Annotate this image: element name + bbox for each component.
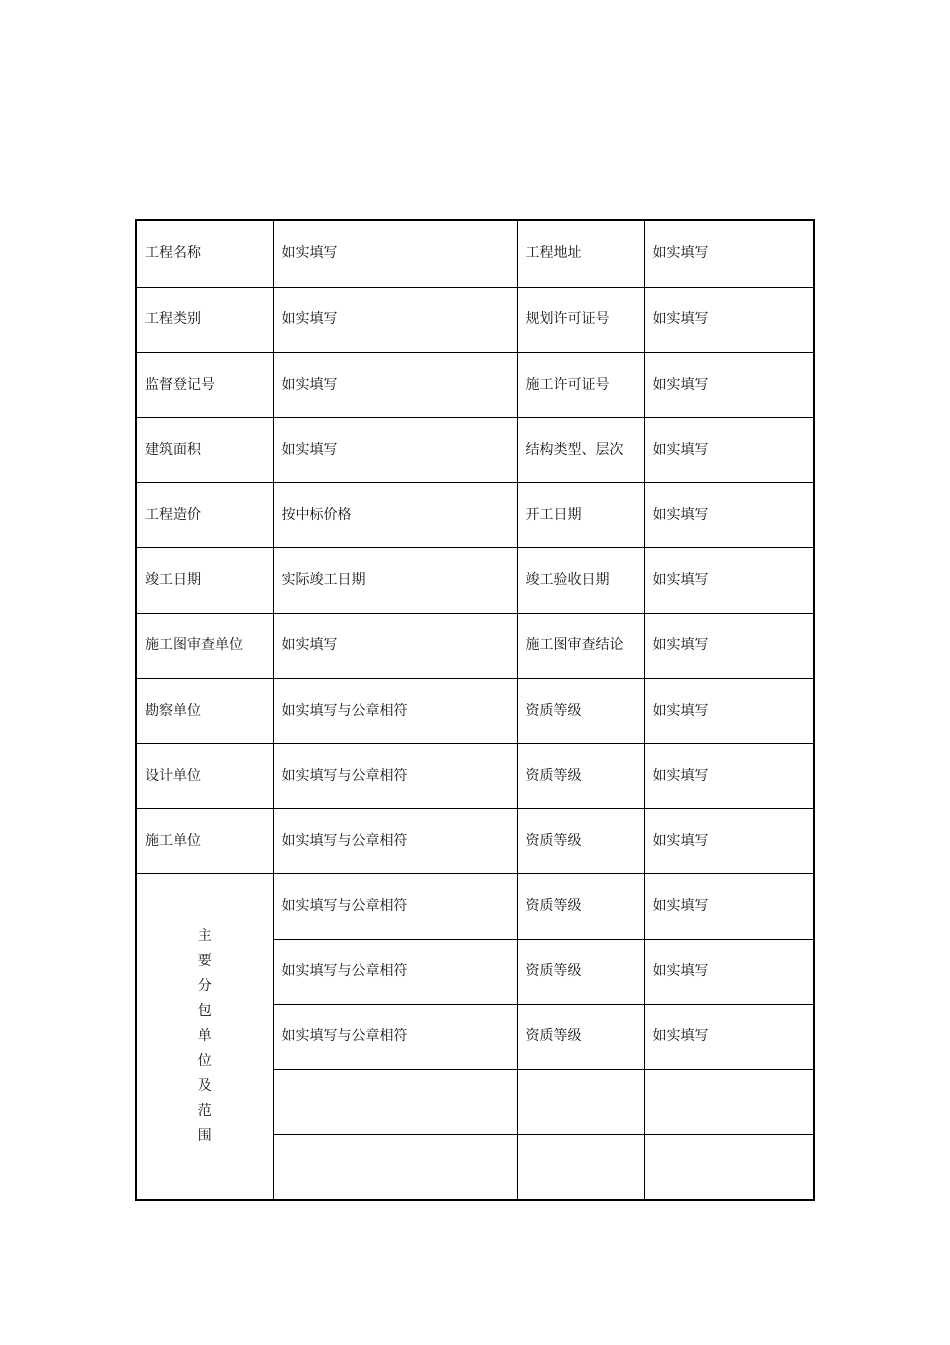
table-row (136, 418, 814, 483)
value-project-name: 如实填写 (273, 220, 517, 287)
value-subcontract-unit: 如实填写与公章相符 (273, 1004, 517, 1069)
label-project-category: 工程类别 (136, 287, 273, 352)
label-qualification-level: 资质等级 (517, 744, 644, 809)
label-subcontract-units (136, 874, 273, 1200)
label-qualification-level: 资质等级 (517, 678, 644, 743)
empty-cell (517, 1135, 644, 1200)
value-construction-permit-no: 如实填写 (644, 352, 814, 417)
label-planning-permit-no: 规划许可证号 (517, 287, 644, 352)
label-design-unit: 设计单位 (136, 744, 273, 809)
table-row (136, 678, 814, 743)
table-row (136, 483, 814, 548)
label-acceptance-date: 竣工验收日期 (517, 548, 644, 613)
table-row (136, 220, 814, 287)
value-project-address: 如实填写 (644, 220, 814, 287)
value-subcontract-unit: 如实填写与公章相符 (273, 939, 517, 1004)
value-qualification-level: 如实填写 (644, 744, 814, 809)
empty-cell (517, 1069, 644, 1134)
label-building-area: 建筑面积 (136, 418, 273, 483)
value-drawing-review-unit: 如实填写 (273, 613, 517, 678)
label-qualification-level: 资质等级 (517, 1004, 644, 1069)
value-project-category: 如实填写 (273, 287, 517, 352)
project-info-table (135, 219, 815, 1201)
value-acceptance-date: 如实填写 (644, 548, 814, 613)
table-row (136, 744, 814, 809)
table-row (136, 874, 814, 939)
label-drawing-review-conclusion: 施工图审查结论 (517, 613, 644, 678)
label-start-date: 开工日期 (517, 483, 644, 548)
label-qualification-level: 资质等级 (517, 809, 644, 874)
value-design-unit: 如实填写与公章相符 (273, 744, 517, 809)
table-row (136, 613, 814, 678)
empty-cell (644, 1069, 814, 1134)
value-supervision-reg-no: 如实填写 (273, 352, 517, 417)
value-qualification-level: 如实填写 (644, 1004, 814, 1069)
empty-cell (644, 1135, 814, 1200)
table-row (136, 809, 814, 874)
value-qualification-level: 如实填写 (644, 678, 814, 743)
label-construction-unit: 施工单位 (136, 809, 273, 874)
value-subcontract-unit: 如实填写与公章相符 (273, 874, 517, 939)
value-completion-date: 实际竣工日期 (273, 548, 517, 613)
label-project-address: 工程地址 (517, 220, 644, 287)
empty-cell (273, 1069, 517, 1134)
table-row (136, 548, 814, 613)
table-row (136, 287, 814, 352)
label-qualification-level: 资质等级 (517, 874, 644, 939)
value-qualification-level: 如实填写 (644, 874, 814, 939)
value-building-area: 如实填写 (273, 418, 517, 483)
label-completion-date: 竣工日期 (136, 548, 273, 613)
label-construction-permit-no: 施工许可证号 (517, 352, 644, 417)
value-start-date: 如实填写 (644, 483, 814, 548)
value-construction-unit: 如实填写与公章相符 (273, 809, 517, 874)
value-qualification-level: 如实填写 (644, 939, 814, 1004)
label-survey-unit: 勘察单位 (136, 678, 273, 743)
value-survey-unit: 如实填写与公章相符 (273, 678, 517, 743)
label-project-name: 工程名称 (136, 220, 273, 287)
label-qualification-level: 资质等级 (517, 939, 644, 1004)
label-supervision-reg-no: 监督登记号 (136, 352, 273, 417)
label-project-cost: 工程造价 (136, 483, 273, 548)
table-row (136, 352, 814, 417)
value-project-cost: 按中标价格 (273, 483, 517, 548)
label-structure-type: 结构类型、层次 (517, 418, 644, 483)
value-structure-type: 如实填写 (644, 418, 814, 483)
value-qualification-level: 如实填写 (644, 809, 814, 874)
value-drawing-review-conclusion: 如实填写 (644, 613, 814, 678)
empty-cell (273, 1135, 517, 1200)
label-drawing-review-unit: 施工图审查单位 (136, 613, 273, 678)
subcontract-label-text: 主要分包单位及范围 (197, 928, 212, 1145)
value-planning-permit-no: 如实填写 (644, 287, 814, 352)
